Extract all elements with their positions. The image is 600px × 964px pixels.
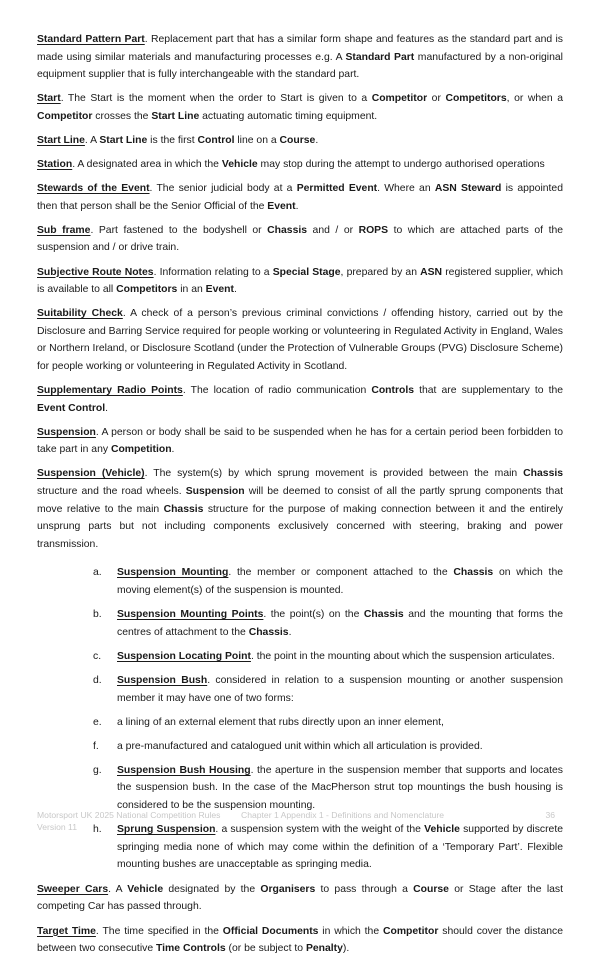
- list-item: [37, 714, 563, 732]
- definition-text: . the point(s) on the: [263, 609, 364, 621]
- list-item: [37, 648, 563, 666]
- list-item-letter: b.: [93, 609, 102, 621]
- footer-document-info: [37, 809, 221, 836]
- list-item-letter: f.: [93, 740, 99, 752]
- defined-term-reference: ASN Steward: [434, 183, 502, 195]
- defined-term-reference: Standard Part: [345, 51, 415, 63]
- page-number: 36: [545, 810, 555, 820]
- definition-text: . A: [108, 883, 128, 895]
- defined-term-reference: Course: [279, 134, 316, 146]
- definition-term: Subjective Route Notes: [37, 266, 154, 278]
- definition-start-line: [37, 132, 563, 150]
- definition-term: Target Time: [37, 925, 96, 937]
- defined-term-reference: ROPS: [358, 224, 389, 236]
- definition-text: to pass through a: [315, 883, 414, 895]
- definition-text: designated by the: [163, 883, 261, 895]
- defined-term-reference: Vehicle: [127, 883, 164, 895]
- list-item: [37, 672, 563, 707]
- defined-term-reference: Event: [205, 284, 234, 296]
- defined-term-reference: Chassis: [267, 224, 308, 236]
- defined-term-reference: Competitors: [445, 93, 507, 105]
- list-item: [37, 564, 563, 599]
- definition-term: Supplementary Radio Points: [37, 385, 183, 397]
- definition-suspension-vehicle: [37, 465, 563, 553]
- definition-text: and / or: [307, 224, 359, 236]
- definition-term: Sub frame: [37, 224, 91, 236]
- definition-text: , or when a: [506, 93, 563, 105]
- defined-term-reference: Controls: [371, 385, 415, 397]
- defined-term-reference: Chassis: [523, 468, 564, 480]
- list-item-letter: g.: [93, 764, 102, 776]
- list-item-term: Suspension Bush Housing: [117, 764, 251, 776]
- definition-supplementary-radio-points: [37, 382, 563, 417]
- definition-text: .: [288, 626, 292, 638]
- definition-text: . The location of radio communication: [182, 385, 372, 397]
- definition-text: a lining of an external element that rubs directly upon an inner element,: [117, 716, 444, 728]
- definition-text: should cover the distance between two consecutive: [37, 925, 563, 955]
- definition-text: . The Start is the moment when the order to Start is given to a: [60, 93, 372, 105]
- definition-text: . A designated area in which the: [72, 159, 222, 171]
- definition-text: .: [295, 200, 299, 212]
- definition-text: . A person or body shall be said to be suspended when he has for a certain period been forbidden to take part in any: [37, 426, 563, 456]
- definition-term: Station: [37, 159, 73, 171]
- list-item-term: Suspension Locating Point: [117, 650, 251, 662]
- definition-text: or: [427, 93, 446, 105]
- defined-term-reference: Start Line: [99, 134, 148, 146]
- definition-text: structure for the purpose of making connection between it and the entirely unsprung parts but not including components exclusively concerned with steering, braking and power transmission.: [37, 503, 563, 550]
- list-item-letter: e.: [93, 716, 102, 728]
- definition-text: . The time specified in the: [95, 925, 223, 937]
- definition-stewards-of-the-event: [37, 180, 563, 215]
- definition-text: registered supplier, which is available to all: [37, 266, 563, 296]
- defined-term-reference: Permitted Event: [296, 183, 378, 195]
- definition-text: . Replacement part that has a similar form shape and features as the standard part and is made using similar materials and manufacturing processes e.g. A: [37, 34, 563, 63]
- definition-sweeper-cars: [37, 881, 563, 916]
- definition-text: manufactured by a non-original equipment supplier that is fully interchangeable with the standard part.: [37, 51, 563, 81]
- list-item-term: Suspension Bush: [117, 674, 208, 686]
- definition-text: . a suspension system with the weight of the: [215, 824, 425, 836]
- definition-text: is the first: [147, 134, 198, 146]
- list-item-letter: a.: [93, 567, 102, 579]
- definition-text: or Stage after the last competing Car has passed through.: [37, 883, 564, 913]
- defined-term-reference: Organisers: [260, 883, 316, 895]
- list-item-letter: c.: [93, 650, 102, 662]
- definition-text: line on a: [234, 134, 280, 146]
- definition-standard-pattern-part: [37, 31, 563, 84]
- definition-text: . The senior judicial body at a: [149, 183, 297, 195]
- defined-term-reference: Time Controls: [156, 943, 226, 955]
- definition-start: [37, 90, 563, 125]
- defined-term-reference: Special Stage: [272, 266, 341, 278]
- defined-term-reference: Official Documents: [222, 925, 319, 937]
- definition-text: is appointed then that person shall be the Senior Official of the: [37, 183, 563, 212]
- definition-text: will be deemed to consist of all the partly sprung components that move relative to the main: [37, 486, 563, 515]
- definition-text: . A check of a person’s previous criminal convictions / offending history, carried out by the Disclosure and Barring Service required for people working or volunteering in Regulated Activity in England, Wales or Northern Ireland, or Disclosure Scotland (under the Protection of Vulnerable Groups (PVG) Disclosure Scheme) for people working or volunteering in Regulated Activity in Scotland.: [37, 308, 563, 372]
- list-item: [37, 738, 563, 756]
- definition-text: on which the moving element(s) of the suspension is mounted.: [117, 567, 564, 597]
- definition-text: .: [315, 134, 319, 146]
- footer-title: Motorsport UK 2025 National Competition Rules: [37, 810, 221, 820]
- definition-text: . A: [84, 134, 100, 146]
- defined-term-reference: Competitor: [371, 93, 428, 105]
- list-item: [37, 606, 563, 641]
- definition-suitability-check: [37, 305, 563, 375]
- definition-text: in an: [177, 284, 206, 296]
- definition-text: . the point in the mounting about which the suspension articulates.: [250, 650, 555, 662]
- definition-term: Start: [37, 93, 61, 105]
- definition-term: Suitability Check: [37, 308, 123, 320]
- definition-text: and the mounting that forms the centres of attachment to the: [117, 609, 563, 638]
- definition-text: . Part fastened to the bodyshell or: [90, 224, 268, 236]
- defined-term-reference: Event Control: [37, 402, 106, 414]
- definition-text: . Where an: [377, 183, 435, 195]
- definition-term: Sweeper Cars: [37, 883, 109, 895]
- defined-term-reference: Suspension: [185, 486, 245, 498]
- definition-term: Standard Pattern Part: [37, 34, 145, 45]
- definition-subjective-route-notes: [37, 264, 563, 299]
- defined-term-reference: Control: [197, 134, 235, 146]
- list-item-term: Sprung Suspension: [117, 824, 216, 836]
- definition-text: crosses the: [92, 110, 152, 122]
- definition-text: supported by discrete springing media none of which may come within the definition of a ‘Temporary Part’. Flexible mounting bushes are unacceptable as springing media.: [117, 824, 563, 871]
- list-item-letter: d.: [93, 674, 102, 686]
- defined-term-reference: Competitors: [116, 284, 178, 296]
- defined-term-reference: Vehicle: [424, 824, 460, 836]
- definition-text: may stop during the attempt to undergo authorised operations: [257, 159, 545, 171]
- definition-text: , prepared by an: [340, 266, 421, 278]
- definition-text: structure and the road wheels.: [37, 486, 186, 498]
- definition-text: .: [233, 284, 237, 296]
- definition-text: . the aperture in the suspension member that supports and locates the suspension bush. In the case of the MacPherson strut top mountings the bush housing is considered to be the suspension mounting.: [117, 764, 563, 811]
- definition-term: Suspension (Vehicle): [37, 468, 145, 480]
- definition-suspension: [37, 424, 563, 459]
- list-item-term: Suspension Mounting Points: [117, 609, 264, 621]
- defined-term-reference: Course: [413, 883, 449, 895]
- defined-term-reference: Chassis: [163, 503, 204, 515]
- definition-text: . Information relating to a: [153, 266, 273, 278]
- definition-text: in which the: [318, 925, 383, 937]
- definition-text: . considered in relation to a suspension mounting or another suspension member it may have one of two forms:: [117, 674, 563, 704]
- definition-text: . The system(s) by which sprung movement is provided between the main: [144, 468, 524, 480]
- defined-term-reference: Competitor: [382, 925, 439, 937]
- defined-term-reference: Chassis: [453, 567, 494, 579]
- defined-term-reference: Competitor: [37, 110, 93, 122]
- defined-term-reference: Penalty: [305, 943, 343, 955]
- list-item-letter: h.: [93, 824, 102, 836]
- list-item: [37, 762, 563, 815]
- definition-station: [37, 156, 563, 174]
- list-item-term: Suspension Mounting: [117, 567, 229, 579]
- defined-term-reference: ASN: [420, 266, 443, 278]
- footer-version: Version 11: [37, 822, 77, 832]
- definition-text: that are supplementary to the: [414, 385, 564, 397]
- defined-term-reference: Vehicle: [221, 159, 258, 171]
- definition-text: actuating automatic timing equipment.: [199, 110, 378, 122]
- defined-term-reference: Chassis: [363, 609, 404, 621]
- footer-chapter: Chapter 1 Appendix 1 - Definitions and Nomenclature: [241, 810, 445, 820]
- definition-text: .: [171, 444, 175, 456]
- defined-term-reference: Chassis: [248, 626, 289, 638]
- definition-text: (or be subject to: [225, 943, 306, 955]
- definition-term: Start Line: [37, 134, 85, 146]
- definition-term: Suspension: [37, 426, 96, 438]
- definition-text: . the member or component attached to the: [228, 567, 454, 579]
- defined-term-reference: Competition: [110, 444, 172, 456]
- definition-text: to which are attached parts of the suspension and / or drive train.: [37, 224, 564, 254]
- definition-text: ).: [342, 943, 350, 955]
- defined-term-reference: Start Line: [151, 110, 200, 122]
- definition-sub-frame: [37, 222, 563, 257]
- definition-term: Stewards of the Event: [37, 183, 150, 195]
- definition-text: .: [105, 402, 109, 414]
- definition-text: a pre-manufactured and catalogued unit within which all articulation is provided.: [117, 740, 483, 752]
- definition-target-time: [37, 923, 563, 958]
- defined-term-reference: Event: [267, 200, 296, 212]
